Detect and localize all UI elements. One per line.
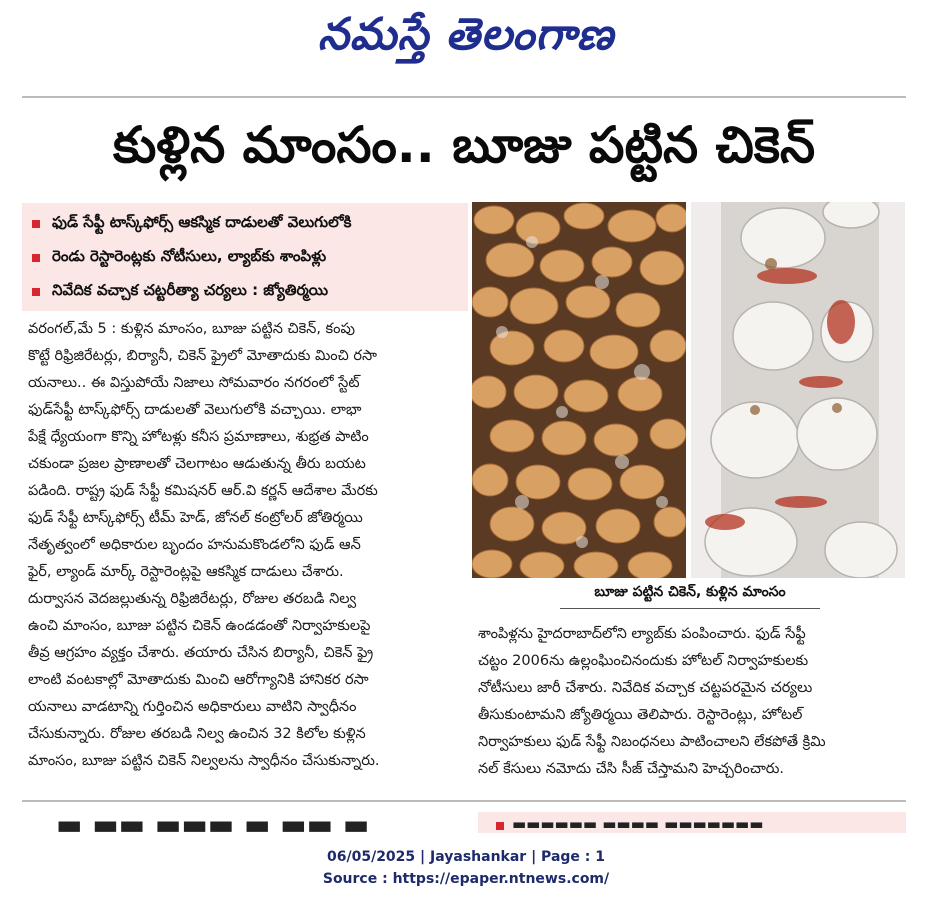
body-line: నిర్వాహకులు ఫుడ్ సేఫ్టీ నిబంధనలు పాటించాలని లేకపోతే క్రిమి	[478, 734, 826, 750]
body-line: చట్టం 2006ను ఉల్లంఘించినందుకు హోటల్ నిర్వాహకులకు	[478, 653, 809, 669]
page-footer	[0, 846, 932, 890]
highlights-box	[22, 203, 468, 311]
body-line: నేతృత్వంలో అధికారుల బృందం హనుమకొండలోని ఫుడ్ ఆన్	[28, 537, 361, 553]
body-line: పడింది. రాష్ట్ర ఫుడ్ సేఫ్టీ కమిషనర్ ఆర్.వి కర్ణన్ ఆదేశాల మేరకు	[28, 483, 378, 499]
photo-rotten-meat	[691, 202, 905, 578]
bottom-divider	[22, 800, 906, 802]
body-line: ఉంచి మాంసం, బూజు పట్టిన చికెన్ ఉండడంతో నిర్వాహకులపై	[28, 618, 371, 634]
body-line: వరంగల్,మే 5 : కుళ్లిన మాంసం, బూజు పట్టిన చికెన్, కంపు	[28, 321, 355, 337]
body-line: కొట్టే రిఫ్రిజిరేటర్లు, బిర్యానీ, చికెన్ ఫ్రైలో మోతాదుకు మించి రసా	[28, 348, 377, 364]
bullet-square-icon	[32, 220, 40, 228]
article-body-right	[478, 621, 902, 783]
photo-caption: బూజు పట్టిన చికెన్, కుళ్లిన మాంసం	[594, 583, 786, 600]
next-article-cutoff	[22, 808, 906, 833]
article-headline: కుళ్లిన మాంసం.. బూజు పట్టిన చికెన్	[112, 115, 816, 174]
edition-info: 06/05/2025 | Jayashankar | Page : 1	[327, 849, 605, 865]
photo-caption-box	[560, 578, 820, 609]
body-line: చేసుకున్నారు. రోజుల తరబడి నిల్వ ఉంచిన 32 కిలోల కుళ్లిన	[28, 726, 366, 742]
source-link[interactable]: Source : https://epaper.ntnews.com/	[322, 871, 610, 887]
body-line: ఫైర్, ల్యాండ్ మార్క్ రెస్టారెంట్లపై ఆకస్మిక దాడులు చేశారు.	[28, 564, 344, 580]
bullet-square-icon	[32, 288, 40, 296]
body-line: ఫుడ్‌సేఫ్టీ టాస్క్‌ఫోర్స్ దాడులతో వెలుగులోకి వచ్చాయి. లాభా	[28, 402, 362, 418]
body-line: మాంసం, బూజు పట్టిన చికెన్ నిల్వలను స్వాధీనం చేసుకున్నారు.	[28, 753, 380, 769]
highlight-text: రెండు రెస్టారెంట్లకు నోటీసులు, ల్యాబ్‌కు శాంపిళ్లు	[52, 247, 327, 265]
body-line: యనాలు వాడటాన్ని గుర్తించిన అధికారులు వాటిని స్వాధీనం	[28, 699, 357, 715]
highlight-item	[32, 209, 351, 239]
body-line: శాంపిళ్లను హైదరాబాద్‌లోని ల్యాబ్‌కు పంపించారు. ఫుడ్ సేఫ్టీ	[478, 626, 806, 642]
article-headline-box	[22, 108, 906, 194]
moldy-chicken-image	[472, 202, 686, 578]
body-line: తీసుకుంటామని జ్యోతిర్మయి తెలిపారు. రెస్టారెంట్లు, హోటల్	[478, 707, 803, 723]
bullet-square-icon	[32, 254, 40, 262]
newspaper-logo-title: నమస్తే తెలంగాణ	[317, 9, 615, 60]
article-body-left	[28, 316, 462, 775]
highlight-item	[32, 243, 326, 273]
highlight-text: నివేదిక వచ్చాక చట్టరీత్యా చర్యలు : జ్యోతిర్మయి	[52, 281, 329, 299]
highlight-item	[32, 277, 328, 307]
next-highlight-fragment	[478, 812, 906, 833]
next-headline-fragment: ▬ ▬▬ ▬▬▬ ▬ ▬▬ ▬	[56, 808, 370, 833]
masthead	[0, 0, 932, 80]
photo-moldy-chicken	[472, 202, 686, 578]
body-line: దుర్వాసన వెదజల్లుతున్న రిఫ్రిజిరేటర్లు, రోజుల తరబడి నిల్వ	[28, 591, 357, 607]
body-line: లాంటి వంటకాల్లో మోతాదుకు మించి ఆరోగ్యానికి హానికర రసా	[28, 672, 369, 688]
body-line: తీవ్ర ఆగ్రహం వ్యక్తం చేశారు. తయారు చేసిన బిర్యానీ, చికెన్ ఫ్రై	[28, 645, 374, 661]
top-divider	[22, 96, 906, 98]
body-line: చకుండా ప్రజల ప్రాణాలతో చెలగాటం ఆడుతున్న తీరు బయట	[28, 456, 366, 472]
body-line: ఫుడ్ సేఫ్టీ టాస్క్‌ఫోర్స్ టీమ్ హెడ్, జోనల్ కంట్రోలర్ జోతిర్మయి	[28, 510, 363, 526]
bullet-square-icon	[496, 822, 504, 830]
body-line: నోటీసులు జారీ చేశారు. నివేదిక వచ్చాక చట్టపరమైన చర్యలు	[478, 680, 813, 696]
rotten-meat-image	[691, 202, 905, 578]
body-line: నల్ కేసులు నమోదు చేసి సీజ్ చేస్తామని హెచ్చరించారు.	[478, 761, 785, 777]
body-line: పేక్షే ధ్యేయంగా కొన్ని హోటళ్లు కనీస ప్రమాణాలు, శుభ్రత పాటిం	[28, 429, 369, 445]
body-line: యనాలు.. ఈ విస్తుపోయే నిజాలు సోమవారం నగరంలో స్టేట్	[28, 375, 360, 391]
highlight-text: ఫుడ్ సేఫ్టీ టాస్క్‌ఫోర్స్ ఆకస్మిక దాడులతో వెలుగులోకి	[52, 213, 352, 231]
next-highlight-text: ▬▬▬▬▬▬ ▬▬▬▬ ▬▬▬▬▬▬▬	[512, 815, 764, 833]
